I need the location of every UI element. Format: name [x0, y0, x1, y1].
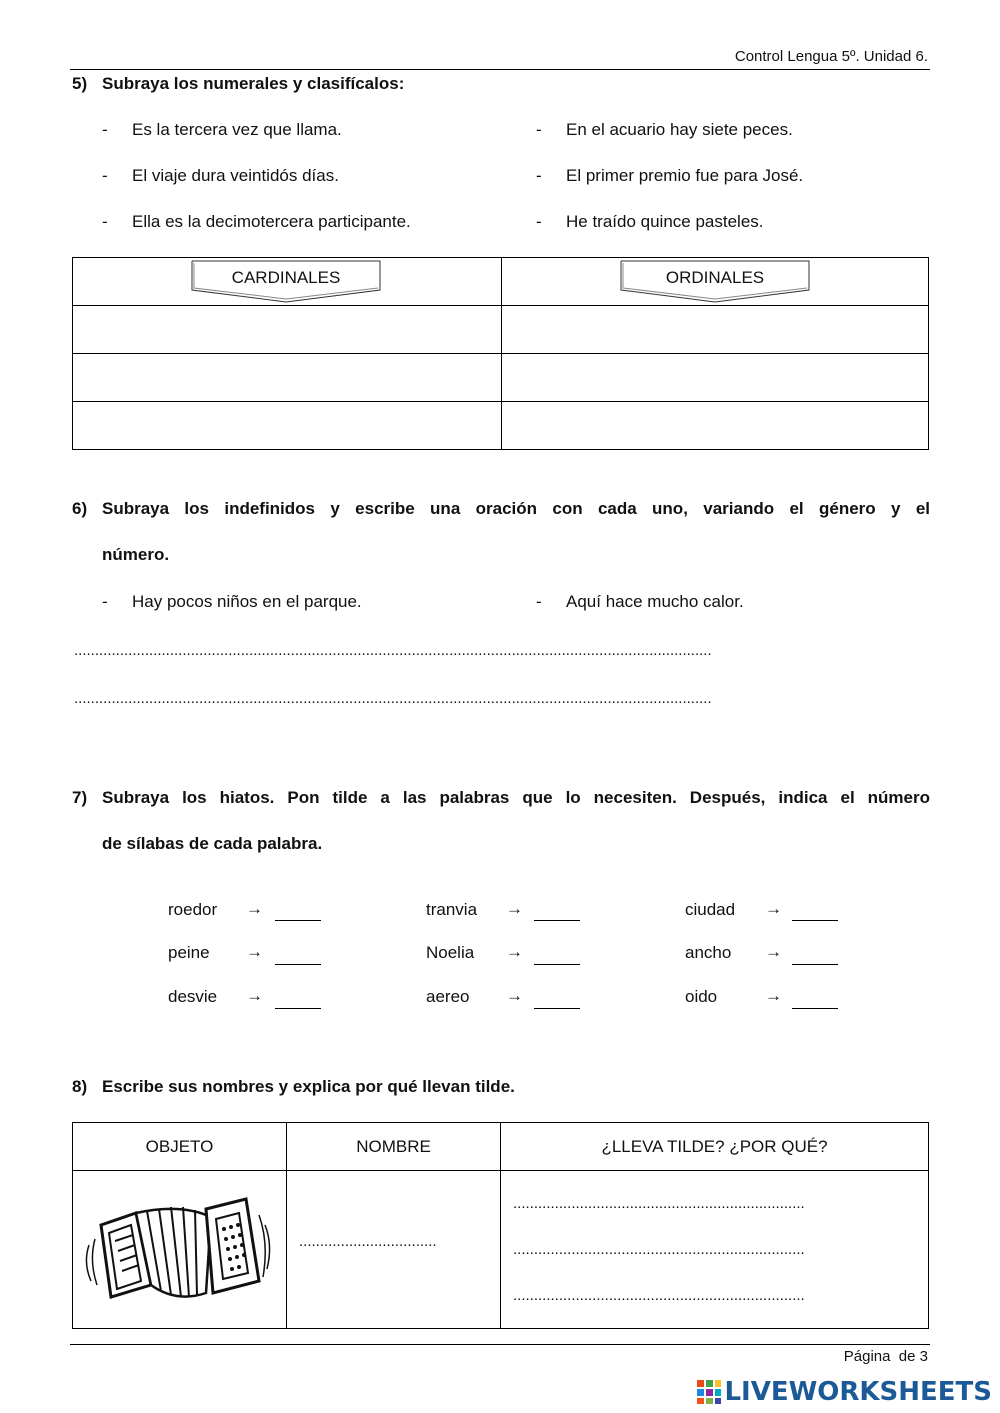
cardinales-answer-3[interactable]	[73, 402, 502, 450]
q7-word-peine: peine	[168, 943, 210, 962]
q5-number: 5)	[72, 74, 88, 93]
page-number: Página de 3	[843, 1348, 928, 1365]
q5-title	[72, 74, 404, 94]
q7-blank-roedor[interactable]	[275, 906, 321, 921]
q7-blank-oido[interactable]	[792, 994, 838, 1009]
tilde-answer-line-3[interactable]: ......................................................................	[513, 1287, 805, 1304]
objeto-cell	[73, 1171, 287, 1329]
nombre-answer-line[interactable]: .................................	[299, 1233, 437, 1250]
nombre-cell	[287, 1171, 501, 1329]
q8-number: 8)	[72, 1077, 88, 1096]
q7-title-line2: de sílabas de cada palabra.	[102, 834, 323, 853]
tilde-answer-line-1[interactable]: ......................................................................	[513, 1195, 805, 1212]
q5-item-1: - Es la tercera vez que llama.	[102, 120, 342, 139]
q7-blank-desvie[interactable]	[275, 994, 321, 1009]
q5-item-3: - El viaje dura veintidós días.	[102, 166, 339, 185]
ordinales-answer-2[interactable]	[502, 354, 929, 402]
header-divider	[70, 69, 930, 70]
cardinales-header-cell	[73, 258, 502, 306]
accordion-image	[81, 1185, 277, 1313]
ordinales-answer-1[interactable]	[502, 306, 929, 354]
q5-classification-table	[72, 257, 929, 450]
footer-divider	[70, 1344, 930, 1345]
liveworksheets-brand: LIVEWORKSHEETS	[724, 1377, 992, 1407]
q7-word-desvie: desvie	[168, 987, 218, 1006]
q8-title-text: Escribe sus nombres y explica por qué llevan tilde.	[102, 1077, 515, 1096]
liveworksheets-logo	[696, 1377, 992, 1407]
q7-title	[72, 788, 930, 808]
q6-item-1: - Hay pocos niños en el parque.	[102, 592, 362, 611]
q6-title-line2: número.	[102, 545, 170, 564]
ordinales-label: ORDINALES	[665, 268, 765, 287]
q7-word-tranvia: tranvia	[426, 900, 478, 919]
q6-answer-line-2[interactable]: .........................................................................................................................................................	[74, 690, 712, 707]
q7-blank-ancho[interactable]	[792, 950, 838, 965]
arrow-icon: →	[246, 899, 263, 918]
cardinales-answer-1[interactable]	[73, 306, 502, 354]
header-title: Control Lengua 5º. Unidad 6.	[734, 48, 928, 65]
q7-word-aereo: aereo	[426, 987, 470, 1006]
q7-word-ciudad: ciudad	[685, 900, 736, 919]
q6-title	[72, 499, 930, 519]
q5-item-4: - El primer premio fue para José.	[536, 166, 804, 185]
q8-title	[72, 1077, 515, 1097]
cardinales-answer-2[interactable]	[73, 354, 502, 402]
arrow-icon: →	[506, 899, 523, 918]
q7-blank-ciudad[interactable]	[792, 906, 838, 921]
ordinales-header-cell	[502, 258, 929, 306]
nombre-header: NOMBRE	[287, 1123, 501, 1171]
arrow-icon: →	[506, 986, 523, 1005]
q6-number: 6)	[72, 499, 88, 518]
arrow-icon: →	[246, 942, 263, 961]
arrow-icon: →	[246, 986, 263, 1005]
q7-title-line1: Subraya los hiatos. Pon tilde a las palabras que lo necesiten. Después, indica el número	[102, 788, 930, 807]
q7-word-ancho: ancho	[685, 943, 732, 962]
q6-item-2: - Aquí hace mucho calor.	[536, 592, 744, 611]
tilde-answer-line-2[interactable]: ......................................................................	[513, 1241, 805, 1258]
arrow-icon: →	[765, 899, 782, 918]
arrow-icon: →	[765, 942, 782, 961]
arrow-icon: →	[506, 942, 523, 961]
arrow-icon: →	[765, 986, 782, 1005]
q8-table	[72, 1122, 929, 1329]
q5-item-5: - Ella es la decimotercera participante.	[102, 212, 411, 231]
q7-blank-tranvia[interactable]	[534, 906, 580, 921]
q7-number: 7)	[72, 788, 88, 807]
q7-blank-aereo[interactable]	[534, 994, 580, 1009]
cardinales-label: CARDINALES	[231, 268, 341, 287]
q7-word-noelia: Noelia	[426, 943, 475, 962]
q5-title-text: Subraya los numerales y clasifícalos:	[102, 74, 405, 93]
q6-answer-line-1[interactable]: .........................................................................................................................................................	[74, 642, 712, 659]
q7-blank-noelia[interactable]	[534, 950, 580, 965]
q7-word-roedor: roedor	[168, 900, 218, 919]
liveworksheets-logo-icon	[696, 1379, 722, 1405]
objeto-header: OBJETO	[73, 1123, 287, 1171]
q6-title-line1: Subraya los indefinidos y escribe una oración con cada uno, variando el género y el	[102, 499, 930, 518]
q5-item-6: - He traído quince pasteles.	[536, 212, 764, 231]
q5-item-2: - En el acuario hay siete peces.	[536, 120, 793, 139]
q7-blank-peine[interactable]	[275, 950, 321, 965]
q7-word-oido: oido	[685, 987, 718, 1006]
tilde-header: ¿LLEVA TILDE? ¿POR QUÉ?	[501, 1123, 929, 1171]
ordinales-answer-3[interactable]	[502, 402, 929, 450]
tilde-cell	[501, 1171, 929, 1329]
